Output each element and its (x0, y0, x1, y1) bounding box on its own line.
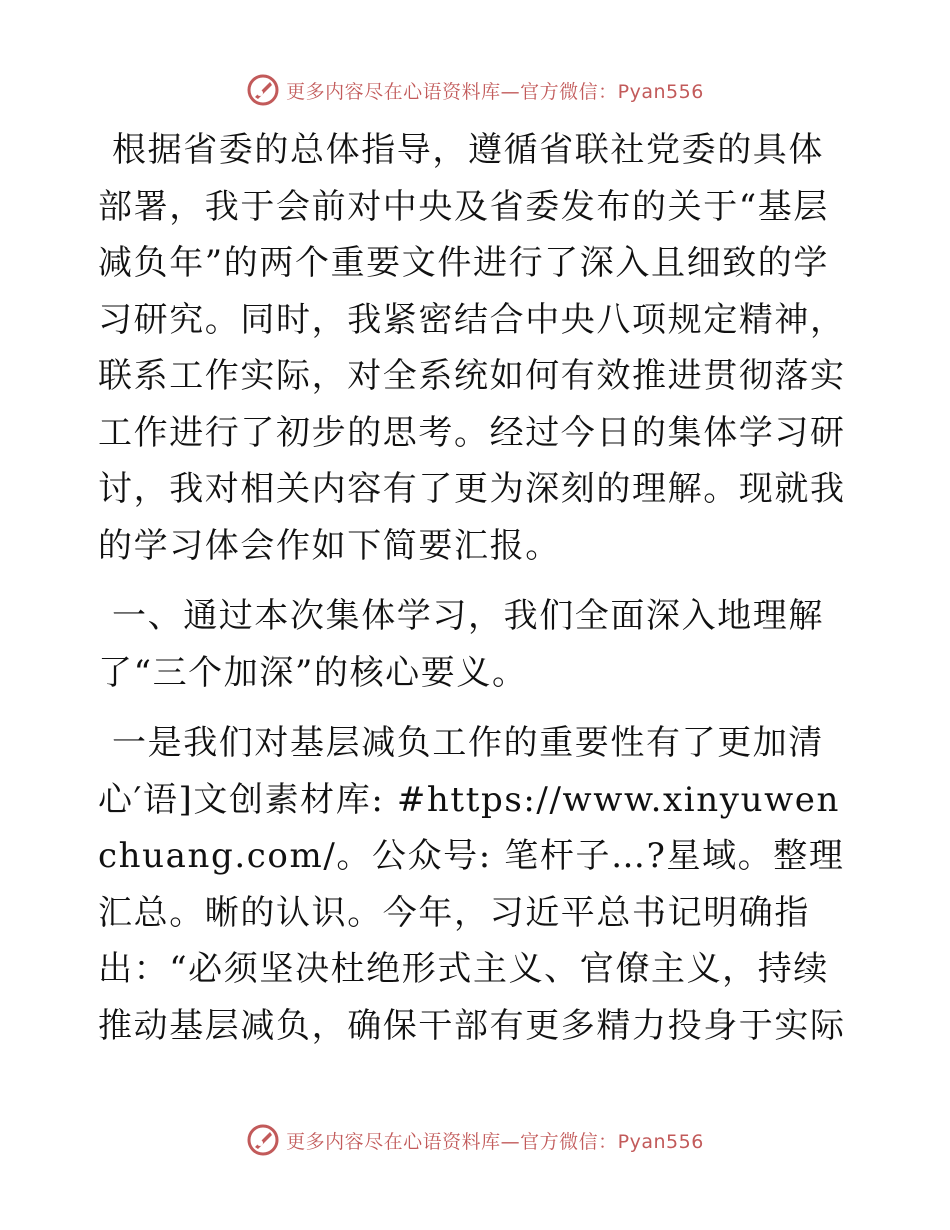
header-banner-text: 更多内容尽在心语资料库—官方微信：Pyan556 (286, 80, 704, 103)
paragraph-intro: 根据省委的总体指导，遵循省联社党委的具体部署，我于会前对中央及省委发布的关于“基层减负年”的两个重要文件进行了深入且细致的学习研究。同时，我紧密结合中央八项规定精神，联系工作实际，对全系统如何有效推进贯彻落实工作进行了初步的思考。经过今日的集体学习研讨，我对相关内容有了更为深刻的理解。现就我的学习体会作如下简要汇报。 (98, 130, 846, 566)
quill-seal-icon (246, 73, 280, 107)
paragraph-point-1: 一是我们对基层减负工作的重要性有了更加清心′语]文创素材库: #https://www.xinyuwenchuang.com/。公众号: 笔杆子…?星域。整理汇总。晰的认识。今年，习近平总书记明确指出：“必须坚决杜绝形式主义、官僚主义，持续推动基层减负，确保干部有更多精力投身于实际 (98, 723, 846, 1046)
footer-banner (0, 1120, 950, 1160)
header-banner (0, 70, 950, 110)
footer-banner-text: 更多内容尽在心语资料库—官方微信：Pyan556 (286, 1130, 704, 1153)
document-body (98, 122, 858, 1054)
section-heading-1: 一、通过本次集体学习，我们全面深入地理解了“三个加深”的核心要义。 (98, 596, 824, 693)
quill-seal-icon (246, 1123, 280, 1157)
